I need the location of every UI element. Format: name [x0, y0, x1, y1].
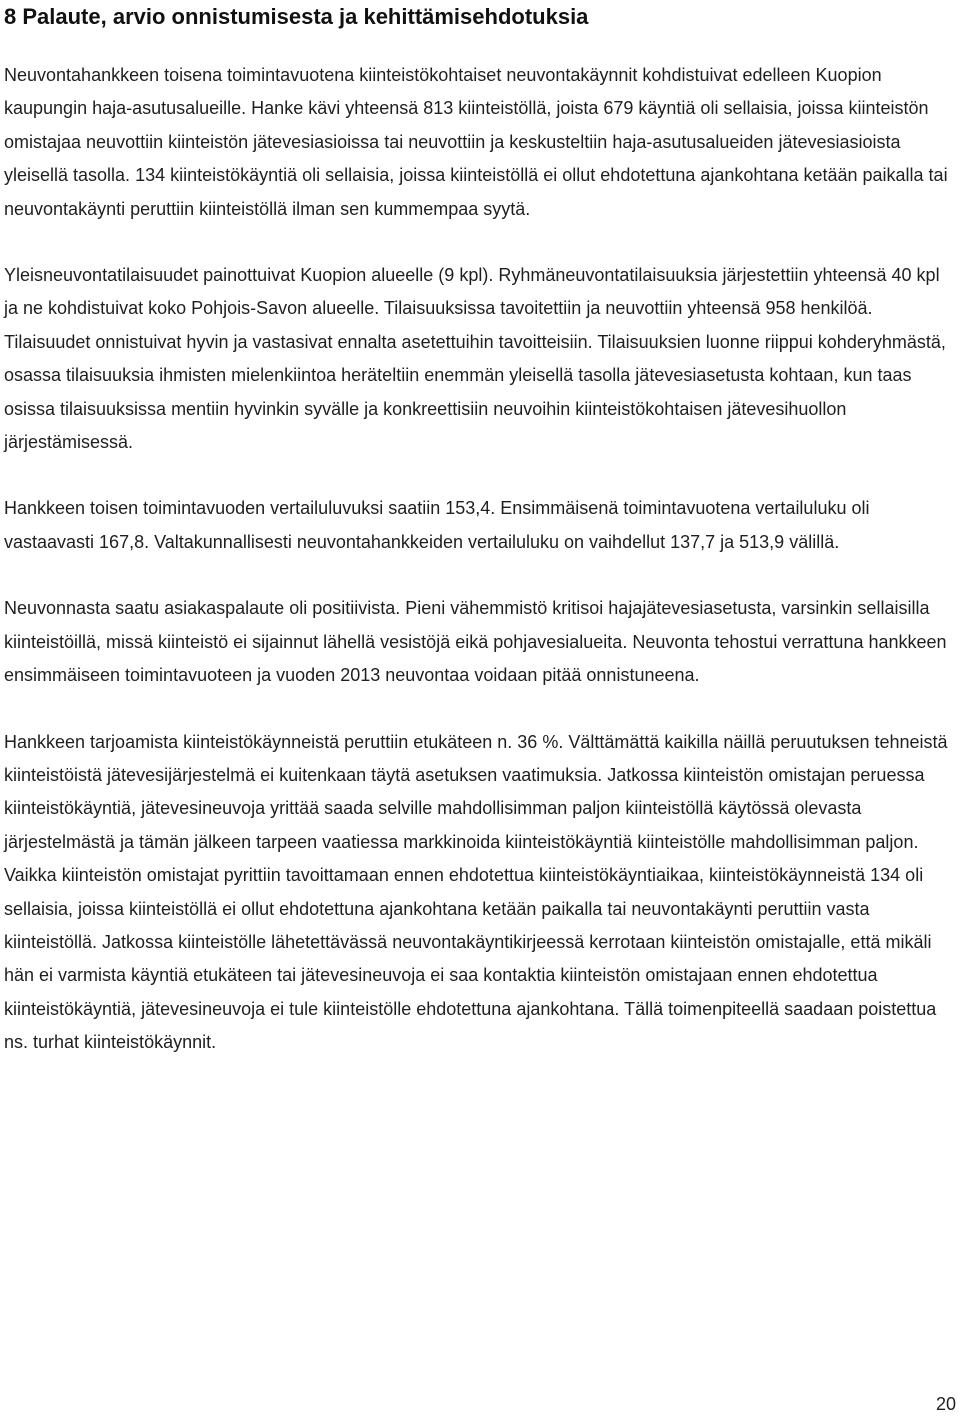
paragraph-comparison-figure: Hankkeen toisen toimintavuoden vertailuluvuksi saatiin 153,4. Ensimmäisenä toimintavuotena vertailuluku oli vastaavasti 167,8. Valtakunnallisesti neuvontahankkeiden vertailuluku on vaihdellut 137,7 ja 513,9 välillä.: [4, 498, 870, 552]
paragraph-advisory-events: Yleisneuvontatilaisuudet painottuivat Kuopion alueelle (9 kpl). Ryhmäneuvontatilaisuuksia järjestettiin yhteensä 40 kpl ja ne kohdistuivat koko Pohjois-Savon alueelle. Tilaisuuksissa tavoitettiin ja neuvottiin yhteensä 958 henkilöä. Tilaisuudet onnistuivat hyvin ja vastasivat ennalta asetettuihin tavoitteisiin. Tilaisuuksien luonne riippui kohderyhmästä, osassa tilaisuuksia ihmisten mielenkiintoa heräteltiin enemmän yleisellä tasolla jätevesiasetusta kohtaan, kun taas osissa tilaisuuksissa mentiin hyvinkin syvälle ja konkreettisiin neuvoihin kiinteistökohtaisen jätevesihuollon järjestämisessä.: [4, 265, 946, 453]
section-heading: 8 Palaute, arvio onnistumisesta ja kehittämisehdotuksia: [4, 4, 589, 29]
page-number: 20: [935, 1394, 956, 1414]
paragraph-customer-feedback: Neuvonnasta saatu asiakaspalaute oli positiivista. Pieni vähemmistö kritisoi hajajätevesiasetusta, varsinkin sellaisilla kiinteistöillä, missä kiinteistö ei sijainnut lähellä vesistöjä eikä pohjavesialueita. Neuvonta tehostui verrattuna hankkeen ensimmäiseen toimintavuoteen ja vuoden 2013 neuvontaa voidaan pitää onnistuneena.: [4, 598, 947, 686]
paragraph-cancelled-visits: Hankkeen tarjoamista kiinteistökäynneistä peruttiin etukäteen n. 36 %. Välttämättä kaikilla näillä peruutuksen tehneistä kiinteistöistä jätevesijärjestelmä ei kuitenkaan täytä asetuksen vaatimuksia. Jatkossa kiinteistön omistajan peruessa kiinteistökäyntiä, jätevesineuvoja yrittää saada selville mahdollisimman paljon kiinteistöllä käytössä olevasta järjestelmästä ja tämän jälkeen tarpeen vaatiessa markkinoida kiinteistökäyntiä kiinteistölle mahdollisimman paljon. Vaikka kiinteistön omistajat pyrittiin tavoittamaan ennen ehdotettua kiinteistökäyntiaikaa, kiinteistökäynneistä 134 oli sellaisia, joissa kiinteistöllä ei ollut ehdotettuna ajankohtana ketään paikalla tai neuvontakäynti peruttiin vasta kiinteistöllä. Jatkossa kiinteistölle lähetettävässä neuvontakäyntikirjeessä kerrotaan kiinteistön omistajalle, että mikäli hän ei varmista käyntiä etukäteen tai jätevesineuvoja ei saa kontaktia kiinteistön omistajaan ennen ehdotettua kiinteistökäyntiä, jätevesineuvoja ei tule kiinteistölle ehdotettuna ajankohtana. Tällä toimenpiteellä saadaan poistettua ns. turhat kiinteistökäynnit.: [4, 731, 948, 1053]
paragraph-advisory-visits: Neuvontahankkeen toisena toimintavuotena kiinteistökohtaiset neuvontakäynnit kohdistuivat edelleen Kuopion kaupungin haja-asutusalueille. Hanke kävi yhteensä 813 kiinteistöllä, joista 679 käyntiä oli sellaisia, joissa kiinteistön omistajaa neuvottiin kiinteistön jätevesiasioissa tai neuvottiin ja keskusteltiin haja-asutusalueiden jätevesiasioista yleisellä tasolla. 134 kiinteistökäyntiä oli sellaisia, joissa kiinteistöllä ei ollut ehdotettuna ajankohtana ketään paikalla tai neuvontakäynti peruttiin kiinteistöllä ilman sen kummempaa syytä.: [4, 65, 948, 219]
document-page: [4, 0, 956, 1060]
